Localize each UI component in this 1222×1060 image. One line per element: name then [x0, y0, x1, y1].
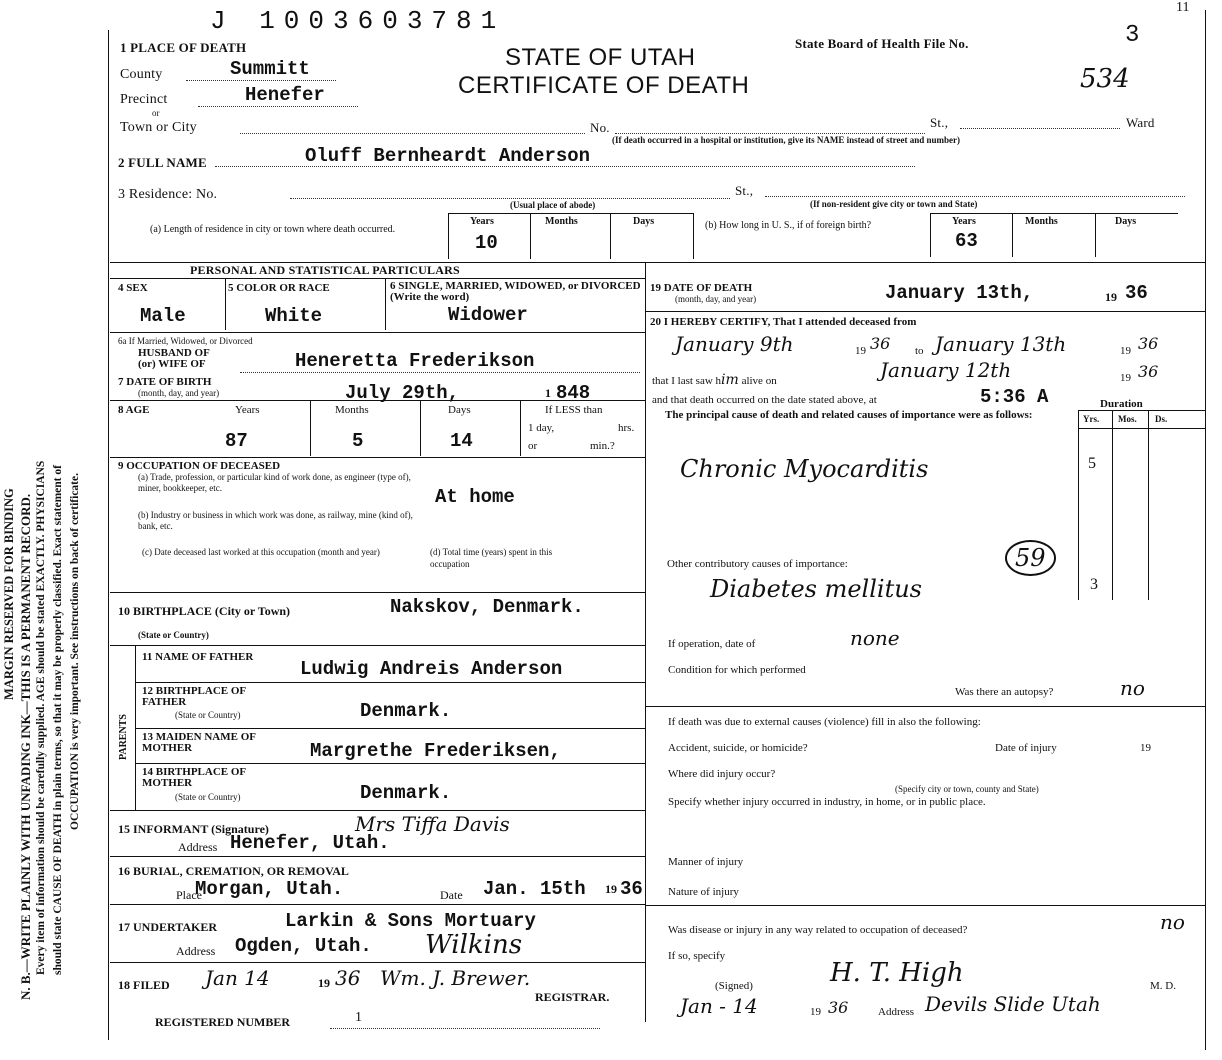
primary-cause: Chronic Myocarditis [680, 455, 929, 483]
us-months-header: Months [1025, 216, 1058, 227]
full-name-value: Oluff Bernheardt Anderson [305, 145, 591, 167]
us-residence-label: (b) How long in U. S., if of foreign birth? [705, 220, 872, 231]
nonresident-note: (If non-resident give city or town and State) [810, 199, 978, 209]
street-no-label: No. [590, 120, 610, 135]
color-label: 5 COLOR OR RACE [228, 282, 330, 294]
margin-instruction-4: OCCUPATION is very important. See instructions on back of certificate. [69, 473, 81, 830]
center-divider [645, 262, 646, 1022]
personal-particulars-header: PERSONAL AND STATISTICAL PARTICULARS [190, 263, 460, 277]
signed-date: Jan - 14 [680, 994, 758, 1018]
undertaker-value: Larkin & Sons Mortuary [285, 910, 536, 932]
spouse-label-3: (or) WIFE OF [138, 358, 206, 370]
certify-statement: 20 I HEREBY CERTIFY, That I attended deceased from [650, 316, 917, 328]
informant-label: 15 INFORMANT (Signature) [118, 822, 269, 836]
contributory-cause: Diabetes mellitus [710, 575, 922, 603]
residence-st-label: St., [735, 183, 754, 198]
mother-name-value: Margrethe Frederiksen, [310, 740, 561, 762]
undertaker-signature: Wilkins [425, 930, 523, 960]
death-date-value: January 13th, [885, 282, 1034, 304]
binding-margin-note: MARGIN RESERVED FOR BINDING [2, 488, 16, 700]
marital-value: Widower [448, 304, 528, 326]
marital-label: 6 SINGLE, MARRIED, WIDOWED, or DIVORCED (Write the word) [390, 280, 641, 303]
cause-intro: The principal cause of death and related causes of importance were as follows: [665, 409, 1033, 421]
or-label: or [152, 108, 160, 118]
town-label: Town or City [120, 120, 197, 135]
dob-sub: (month, day, and year) [138, 388, 220, 398]
right-border [1205, 10, 1206, 1050]
other-causes-label: Other contributory causes of importance: [667, 558, 848, 570]
attended-from: January 9th [675, 332, 794, 356]
ward-label: Ward [1126, 115, 1155, 130]
mother-birthplace-value: Denmark. [360, 782, 452, 804]
length-residence-label: (a) Length of residence in city or town where death occurred. [150, 224, 396, 235]
death-date-label: 19 DATE OF DEATH [650, 282, 753, 294]
undertaker-address: Ogden, Utah. [235, 935, 372, 957]
informant-signature: Mrs Tiffa Davis [355, 812, 510, 836]
mother-name-label: 13 MAIDEN NAME OF MOTHER [142, 731, 256, 754]
state-title: STATE OF UTAH [505, 44, 696, 71]
res-days-header: Days [633, 216, 655, 227]
county-label: County [120, 67, 163, 82]
informant-address: Henefer, Utah. [230, 832, 390, 854]
age-months: 5 [352, 430, 364, 452]
attended-to: January 13th [935, 332, 1067, 356]
margin-instruction-2: Every item of information should be carefully supplied. AGE should be stated EXACTLY. PHYSICIANS [35, 460, 47, 975]
birthplace-label: 10 BIRTHPLACE (City or Town) [118, 604, 291, 618]
age-label: 8 AGE [118, 404, 150, 416]
related-value: no [1160, 910, 1185, 934]
occupation-label: 9 OCCUPATION OF DECEASED [118, 460, 281, 472]
age-days: 14 [450, 430, 473, 452]
res-years-value: 10 [475, 232, 498, 254]
birthplace-value: Nakskov, Denmark. [390, 596, 584, 618]
color-value: White [265, 305, 323, 327]
margin-instruction-1: N. B.—WRITE PLAINLY WITH UNFADING INK—THIS IS A PERMANENT RECORD. [18, 493, 33, 1000]
operation-value: none [850, 626, 900, 650]
res-months-header: Months [545, 216, 578, 227]
occupation-value: At home [435, 486, 515, 508]
physician-address: Devils Slide Utah [925, 992, 1101, 1016]
autopsy-value: no [1120, 676, 1145, 700]
undertaker-label: 17 UNDERTAKER [118, 920, 218, 934]
certificate-title: CERTIFICATE OF DEATH [458, 72, 750, 99]
spouse-label-2: HUSBAND OF [138, 347, 210, 359]
spouse-label-1: 6a If Married, Widowed, or Divorced [118, 336, 253, 346]
corner-mark: 11 [1176, 0, 1190, 15]
operation-label: If operation, date of [668, 638, 756, 650]
parents-side-label: PARENTS [118, 714, 129, 760]
dob-value: July 29th, [345, 382, 460, 404]
dob-year: 848 [556, 382, 591, 404]
residence-label: 3 Residence: No. [118, 187, 218, 202]
father-name-value: Ludwig Andreis Anderson [300, 658, 563, 680]
burial-place: Morgan, Utah. [195, 878, 344, 900]
filed-date: Jan 14 [205, 966, 270, 990]
physician-signature: H. T. High [830, 958, 964, 988]
burial-year: 36 [620, 878, 643, 900]
us-days-header: Days [1115, 216, 1137, 227]
precinct-value: Henefer [245, 84, 325, 106]
father-name-label: 11 NAME OF FATHER [142, 651, 254, 663]
local-file-number: 534 [1080, 64, 1130, 94]
sex-label: 4 SEX [118, 282, 148, 294]
abode-note: (Usual place of abode) [510, 200, 596, 210]
alive-date: January 12th [880, 358, 1012, 382]
burial-date: Jan. 15th [483, 878, 586, 900]
death-time: 5:36 A [980, 386, 1049, 408]
father-birthplace-value: Denmark. [360, 700, 452, 722]
us-years-value: 63 [955, 230, 978, 252]
occupation-d-label: (d) Total time (years) spent in this occupation [430, 547, 553, 569]
occupation-b-label: (b) Industry or business in which work was done, as railway, mine (kind of), bank, etc. [138, 510, 413, 531]
stamp-number: J 1003603781 [210, 6, 506, 36]
us-years-header: Years [952, 216, 976, 227]
father-birthplace-label: 12 BIRTHPLACE OF FATHER [142, 685, 246, 708]
street-label: St., [930, 115, 949, 130]
contributory-cause-years: 3 [1090, 576, 1098, 593]
age-years: 87 [225, 430, 248, 452]
spouse-value: Heneretta Frederikson [295, 350, 535, 372]
registered-number: 1 [355, 1010, 362, 1025]
place-note: (If death occurred in a hospital or institution, give its NAME instead of street and number) [612, 135, 961, 145]
filed-year: 36 [335, 966, 361, 990]
birthplace-sub: (State or Country) [138, 630, 209, 640]
burial-label: 16 BURIAL, CREMATION, OR REMOVAL [118, 864, 349, 878]
filed-label: 18 FILED [118, 978, 170, 992]
dob-label: 7 DATE OF BIRTH [118, 376, 212, 388]
file-number: 3 [1125, 22, 1140, 49]
full-name-label: 2 FULL NAME [118, 155, 207, 170]
file-number-label: State Board of Health File No. [795, 36, 969, 51]
sex-value: Male [140, 305, 186, 327]
res-years-header: Years [470, 216, 494, 227]
circled-number: 59 [1005, 540, 1056, 576]
place-of-death-label: 1 PLACE OF DEATH [120, 40, 247, 55]
county-value: Summitt [230, 58, 310, 80]
margin-instruction-3: should state CAUSE OF DEATH in plain terms, so that it may be properly classified. Exact statement of [52, 465, 64, 975]
registered-number-label: REGISTERED NUMBER [155, 1015, 291, 1029]
precinct-label: Precinct [120, 92, 168, 107]
left-border [108, 30, 109, 1040]
occupation-a-label: (a) Trade, profession, or particular kind of work done, as engineer (type of), miner, bookkeeper, etc. [138, 472, 411, 493]
registrar-signature: Wm. J. Brewer. [380, 966, 531, 990]
primary-cause-years: 5 [1088, 455, 1096, 472]
last-saw-label: that I last saw him alive on [652, 372, 777, 388]
mother-birthplace-label: 14 BIRTHPLACE OF MOTHER [142, 766, 246, 789]
occupation-c-label: (c) Date deceased last worked at this occupation (month and year) [142, 547, 380, 557]
death-year: 36 [1125, 282, 1148, 304]
